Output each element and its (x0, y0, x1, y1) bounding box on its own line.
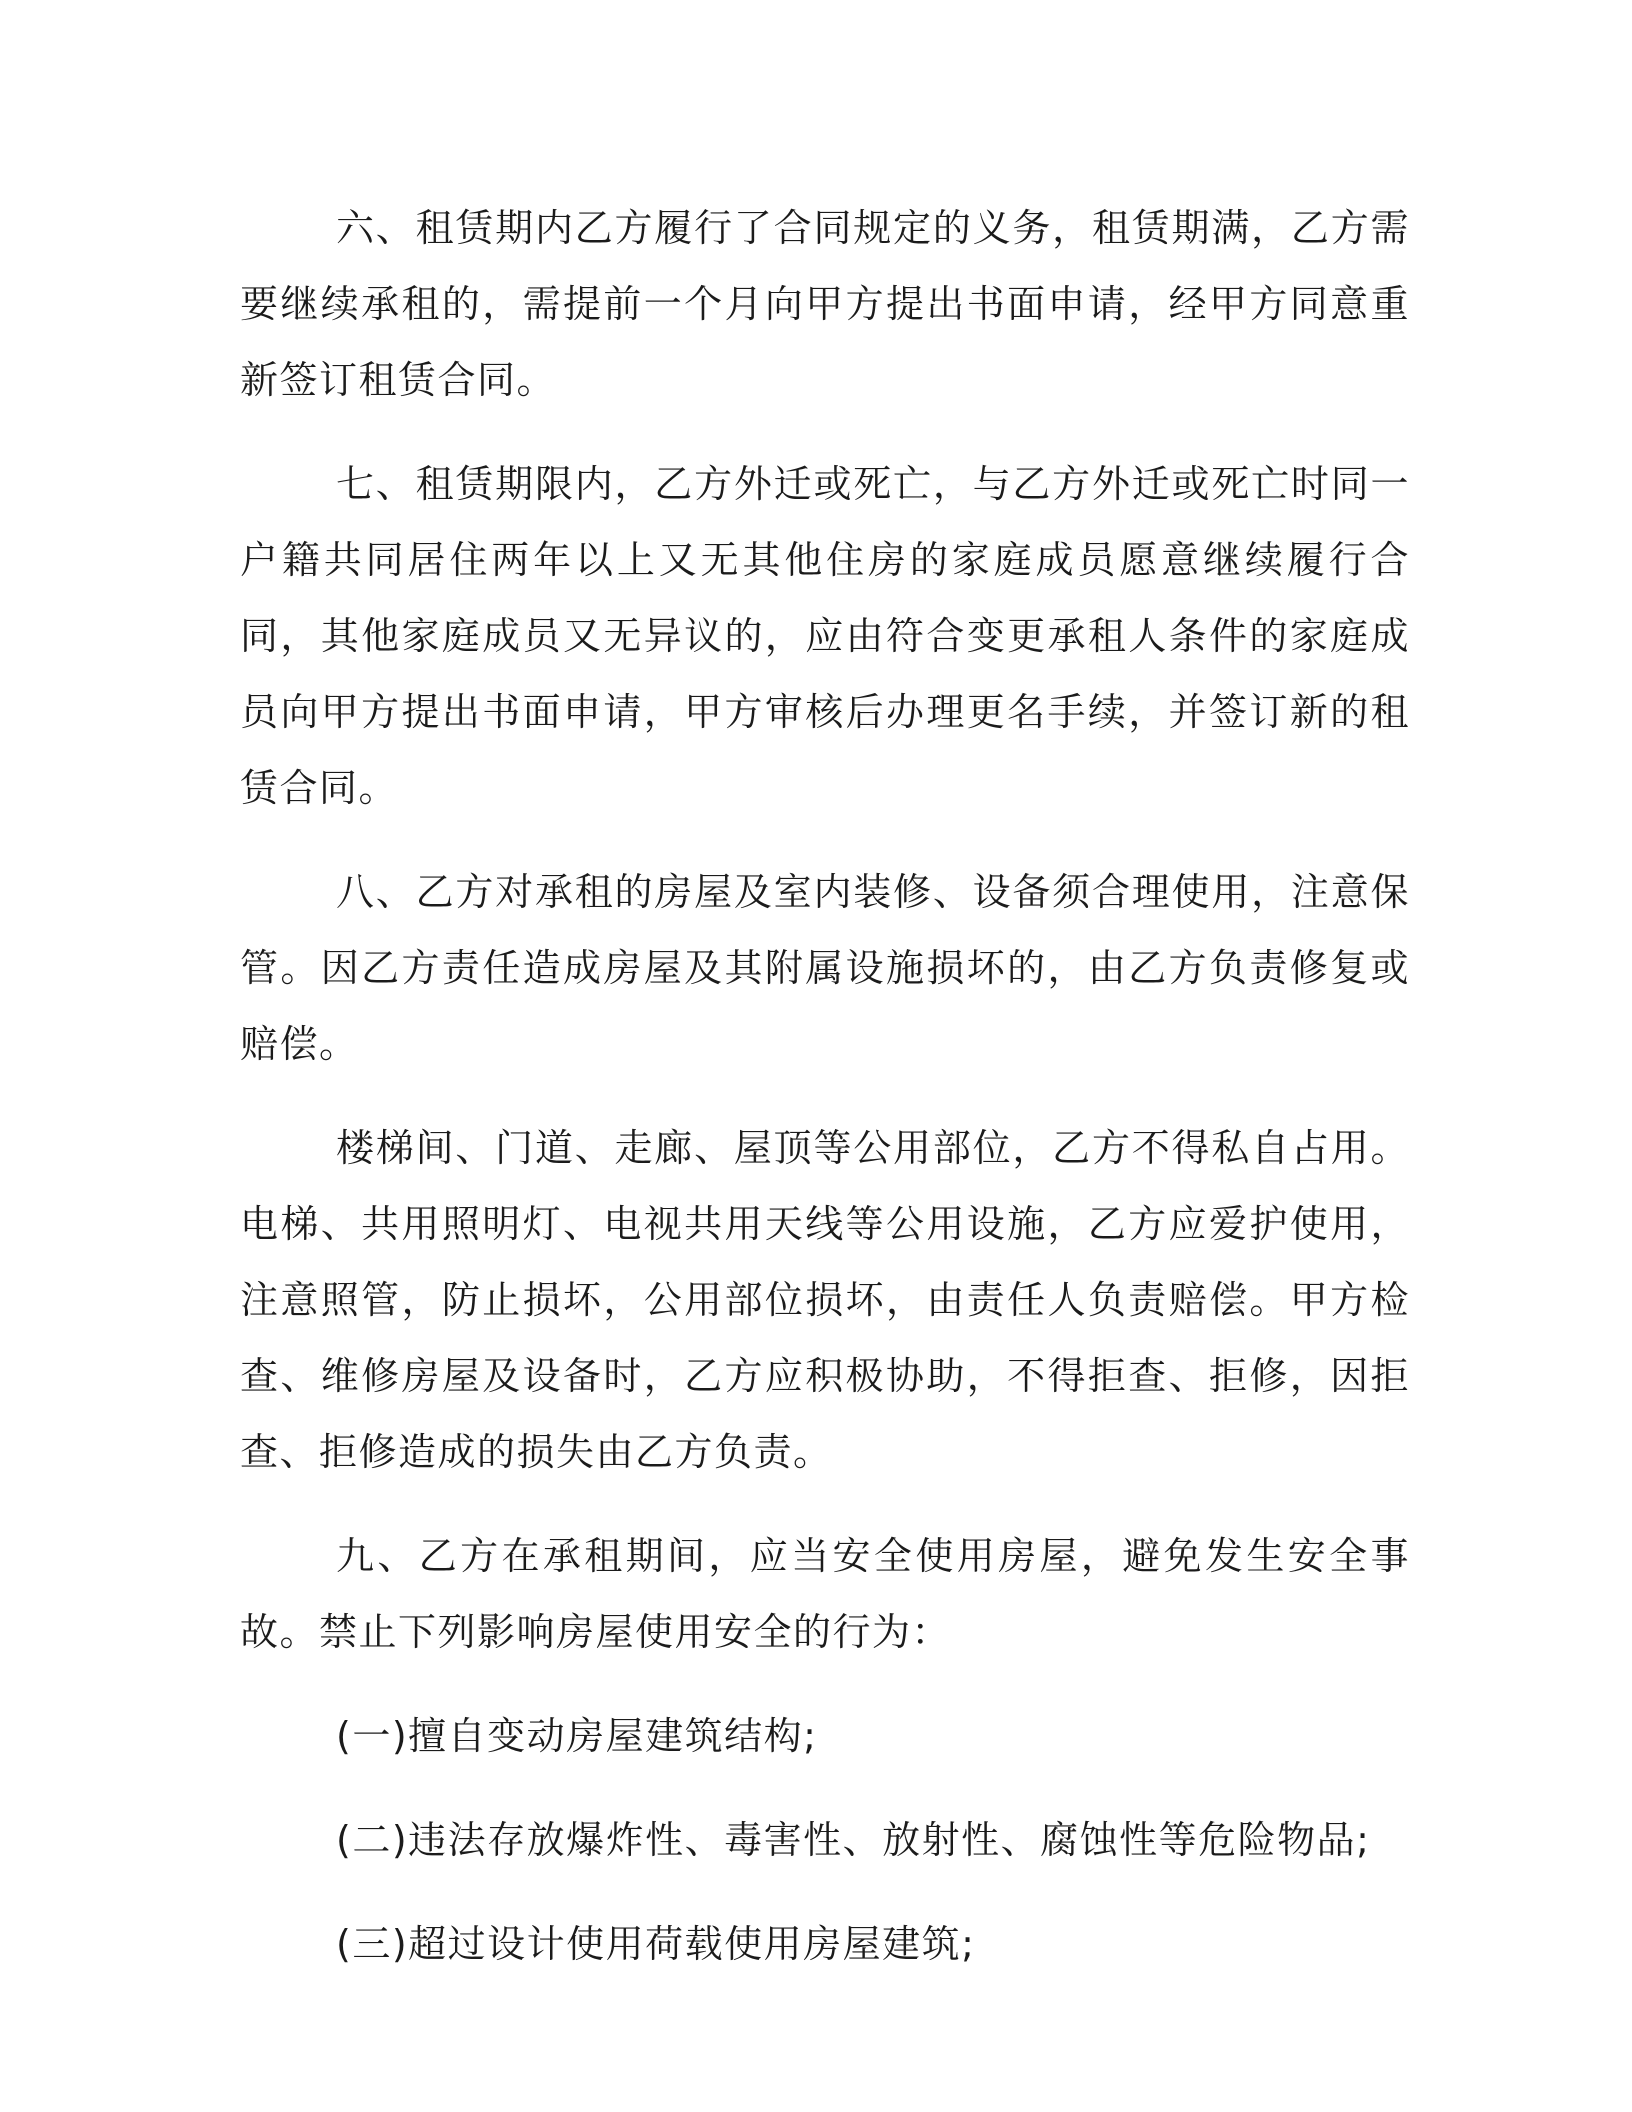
clause-nine: 九、乙方在承租期间，应当安全使用房屋，避免发生安全事故。禁止下列影响房屋使用安全的行为： (240, 1534, 1410, 1654)
clause-eight: 八、乙方对承租的房屋及室内装修、设备须合理使用，注意保管。因乙方责任造成房屋及其附属设施损坏的，由乙方负责修复或赔偿。 (240, 870, 1410, 1066)
clause-seven: 七、租赁期限内，乙方外迁或死亡，与乙方外迁或死亡时同一户籍共同居住两年以上又无其他住房的家庭成员愿意继续履行合同，其他家庭成员又无异议的，应由符合变更承租人条件的家庭成员向甲方提出书面申请，甲方审核后办理更名手续，并签订新的租赁合同。 (240, 462, 1410, 810)
prohibited-item-3: (三)超过设计使用荷载使用房屋建筑; (336, 1922, 976, 1966)
common-areas-paragraph: 楼梯间、门道、走廊、屋顶等公用部位，乙方不得私自占用。电梯、共用照明灯、电视共用天线等公用设施，乙方应爱护使用，注意照管，防止损坏，公用部位损坏，由责任人负责赔偿。甲方检查、维修房屋及设备时，乙方应积极协助，不得拒查、拒修，因拒查、拒修造成的损失由乙方负责。 (240, 1126, 1410, 1474)
clause-six: 六、租赁期内乙方履行了合同规定的义务，租赁期满，乙方需要继续承租的，需提前一个月向甲方提出书面申请，经甲方同意重新签订租赁合同。 (240, 206, 1410, 402)
document-body (240, 190, 1410, 2010)
prohibited-item-1: (一)擅自变动房屋建筑结构; (336, 1714, 818, 1758)
prohibited-item-2: (二)违法存放爆炸性、毒害性、放射性、腐蚀性等危险物品; (336, 1818, 1371, 1862)
